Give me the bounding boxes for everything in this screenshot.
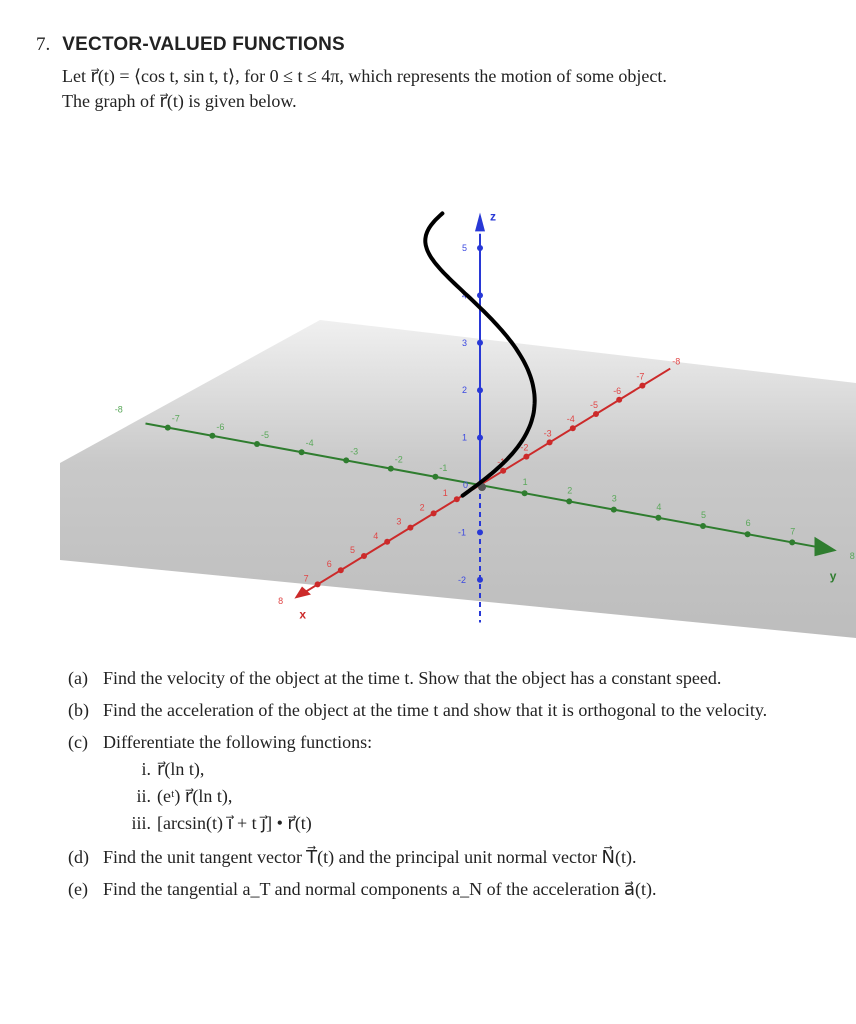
- y-tick-label: 1: [522, 477, 528, 488]
- x-tick-label: 4: [373, 530, 379, 541]
- z-axis-arrow: [475, 212, 485, 231]
- z-tick-label: 2: [462, 385, 468, 396]
- x-tick-label: 2: [419, 502, 425, 513]
- part-label: (b): [68, 700, 89, 720]
- z-tick-label: 3: [462, 337, 468, 348]
- x-tick-label: 5: [350, 545, 356, 555]
- x-tick-label: 6: [326, 559, 332, 570]
- x-tick-point: [407, 525, 413, 531]
- subpart-label: i.: [141, 759, 151, 779]
- z-tick-point: [477, 435, 483, 441]
- y-tick-point: [789, 539, 795, 545]
- z-tick-label: -1: [458, 527, 467, 538]
- part-label: (d): [68, 847, 89, 867]
- subpart-text: r⃗(ln t),: [157, 759, 205, 779]
- y-tick-label: -5: [261, 430, 270, 440]
- y-tick-point: [700, 523, 706, 529]
- y-tick-label: 7: [790, 526, 796, 537]
- part-text: Differentiate the following functions:: [103, 732, 373, 752]
- part-text: Find the velocity of the object at the time t. Show that the object has a constant speed.: [103, 668, 722, 688]
- x-tick-point: [431, 510, 437, 516]
- y-tick-label: 4: [656, 501, 662, 512]
- y-tick-point: [745, 531, 751, 537]
- y-axis-label: y: [829, 569, 837, 584]
- z-tick-point: [477, 577, 483, 583]
- y-tick-label: -3: [350, 446, 359, 457]
- x-tick-point: [338, 567, 344, 573]
- origin-label: 0: [463, 480, 469, 490]
- y-tick-point: [165, 425, 171, 431]
- z-axis-label: z: [490, 209, 496, 224]
- x-tick-point: [570, 425, 576, 431]
- y-tick-label: 5: [701, 510, 707, 520]
- y-tick-point: [655, 515, 661, 521]
- z-tick-point: [477, 245, 483, 251]
- subpart-text: (eᵗ) r⃗(ln t),: [157, 786, 233, 806]
- intro-line-1: Let r⃗(t) = ⟨cos t, sin t, t⟩, for 0 ≤ t ≤ 4π, which represents the motion of some object.: [62, 66, 667, 86]
- x-axis-arrow: [294, 587, 311, 599]
- y-tick-label: 3: [611, 493, 617, 504]
- x-tick-label: -4: [566, 414, 575, 425]
- subpart-iii: [103, 810, 813, 837]
- x-tick-label: -2: [520, 442, 529, 453]
- y-tick-point: [566, 498, 572, 504]
- x-tick-point: [361, 553, 367, 559]
- part-text: Find the unit tangent vector T⃗(t) and the principal unit normal vector N⃗(t).: [103, 847, 637, 867]
- y-tick-point: [254, 441, 260, 447]
- x-tick-label: 3: [396, 516, 402, 527]
- y-tick-label: -2: [394, 454, 403, 465]
- y-tick-label: 2: [567, 485, 573, 496]
- y-tick-label: -7: [171, 413, 180, 424]
- subpart-ii: [103, 783, 813, 810]
- part-b: [68, 698, 813, 722]
- subpart-label: ii.: [136, 786, 151, 806]
- y-tick-point: [611, 507, 617, 513]
- y-tick-point: [343, 457, 349, 463]
- part-a: [68, 666, 813, 690]
- question-intro: [62, 64, 822, 114]
- part-c: [68, 730, 813, 837]
- z-tick-point: [477, 387, 483, 393]
- z-tick-label: 5: [462, 243, 468, 253]
- part-label: (a): [68, 668, 88, 688]
- x-tick-point: [523, 454, 529, 460]
- x-axis-label: x: [299, 607, 307, 622]
- helix-3d-figure: [60, 208, 856, 638]
- y-tick-label: 6: [745, 518, 751, 529]
- y-tick-label: -8: [114, 404, 123, 415]
- subpart-i: [103, 756, 813, 783]
- y-tick-label: -4: [305, 438, 314, 449]
- part-label: (c): [68, 732, 88, 752]
- y-tick-label: -1: [439, 462, 448, 473]
- part-c-body: [103, 730, 813, 837]
- x-tick-point: [593, 411, 599, 417]
- subpart-text: [arcsin(t) i⃗ + t j⃗] • r⃗(t): [157, 813, 312, 833]
- question-header: [36, 33, 345, 56]
- x-tick-point: [639, 383, 645, 389]
- subpart-list: [103, 756, 813, 837]
- question-number: 7.: [36, 34, 51, 55]
- x-tick-label: 7: [303, 573, 309, 584]
- intro-line-2: The graph of r⃗(t) is given below.: [62, 91, 297, 111]
- y-tick-point: [209, 433, 215, 439]
- y-tick-point: [299, 449, 305, 455]
- x-tick-label: -1: [497, 456, 506, 467]
- y-tick-point: [388, 466, 394, 472]
- x-tick-label: -8: [672, 356, 681, 367]
- y-tick-point: [522, 490, 528, 496]
- z-tick-point: [477, 529, 483, 535]
- x-tick-point: [315, 581, 321, 587]
- question-parts: [68, 666, 813, 909]
- subpart-label: iii.: [131, 813, 151, 833]
- x-tick-point: [616, 397, 622, 403]
- x-tick-label: -7: [636, 371, 645, 382]
- z-tick-point: [477, 292, 483, 298]
- question-title: VECTOR-VALUED FUNCTIONS: [62, 34, 345, 55]
- z-tick-label: -2: [458, 574, 467, 585]
- y-tick-point: [432, 474, 438, 480]
- x-tick-point: [547, 439, 553, 445]
- part-d: [68, 845, 813, 869]
- part-text: Find the acceleration of the object at the time t and show that it is orthogonal to the velocity.: [103, 700, 768, 720]
- y-tick-label: -6: [216, 421, 225, 432]
- part-label: (e): [68, 879, 88, 899]
- graph-3d-svg: [60, 208, 856, 638]
- z-tick-label: 4: [462, 290, 468, 301]
- x-tick-label: 8: [278, 596, 284, 607]
- x-tick-point: [454, 496, 460, 502]
- x-tick-label: -3: [543, 428, 552, 439]
- x-tick-label: 1: [442, 488, 448, 499]
- xy-plane: [60, 320, 856, 638]
- z-tick-point: [477, 340, 483, 346]
- part-e: [68, 877, 813, 901]
- y-tick-label: 8: [849, 551, 855, 562]
- x-tick-point: [384, 539, 390, 545]
- part-text: Find the tangential a_T and normal components a_N of the acceleration a⃗(t).: [103, 879, 657, 899]
- x-tick-point: [500, 468, 506, 474]
- x-tick-label: -5: [590, 400, 599, 410]
- z-tick-label: 1: [462, 432, 468, 443]
- x-tick-label: -6: [613, 385, 622, 396]
